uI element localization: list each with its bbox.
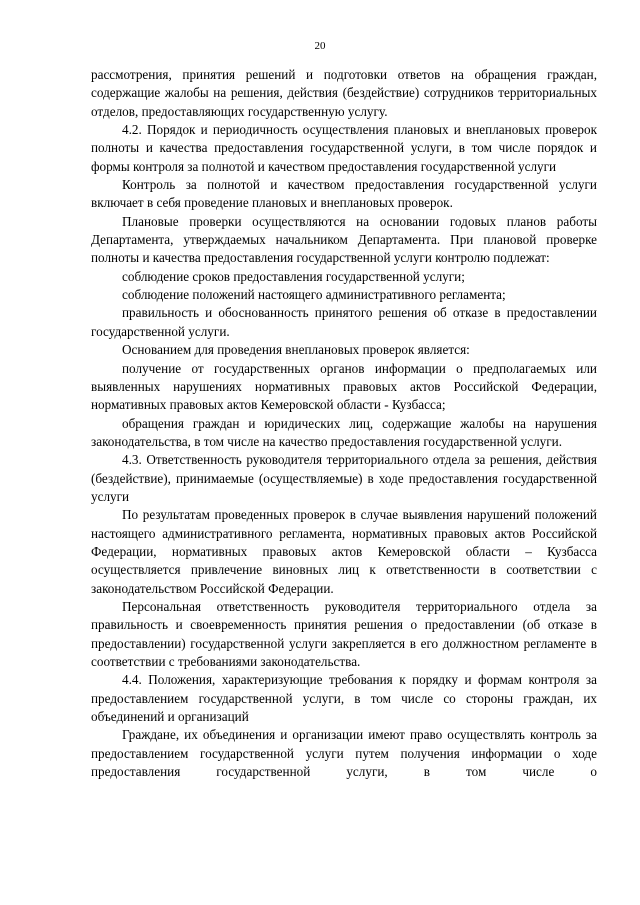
document-body (91, 66, 597, 781)
paragraph: Граждане, их объединения и организации имеют право осуществлять контроль за предоставлением государственной услуги путем получения информации о ходе предоставления государственной услуги, в том числе о (91, 727, 597, 780)
list-item: правильность и обоснованность принятого решения об отказе в предоставлении государственной услуги. (91, 305, 597, 339)
paragraph: Плановые проверки осуществляются на основании годовых планов работы Департамента, утверждаемых начальником Департамента. При плановой проверке полноты и качества предоставления государственной услуги контролю подлежат: (91, 213, 597, 266)
list-item: обращения граждан и юридических лиц, содержащие жалобы на нарушения законодательства, в том числе на качество предоставления государственной услуги. (91, 415, 597, 449)
page-number: 20 (314, 40, 326, 52)
paragraph: Персональная ответственность руководителя территориального отдела за правильность и своевременность принятия решения о предоставлении (об отказе в предоставлении) государственной услуги закрепляется в его должностном регламенте в соответствии с требованиями законодательства. (91, 598, 597, 669)
paragraph: Основанием для проведения внеплановых проверок является: (122, 342, 470, 358)
paragraph-continuation: рассмотрения, принятия решений и подготовки ответов на обращения граждан, содержащие жалобы на решения, действия (бездействие) сотрудников территориальных отделов, предоставляющих государственную услугу. (91, 67, 597, 119)
paragraph: По результатам проведенных проверок в случае выявления нарушений положений настоящего административного регламента, нормативных правовых актов Российской Федерации, нормативных правовых актов Кемеровской области – Кузбасса осуществляется привлечение виновных лиц к ответственности в соответствии с законодательством Российской Федерации. (91, 507, 597, 596)
list-item: соблюдение положений настоящего административного регламента; (122, 287, 506, 303)
list-item: соблюдение сроков предоставления государственной услуги; (122, 268, 465, 284)
section-heading-4-3: 4.3. Ответственность руководителя территориального отдела за решения, действия (бездействие), принимаемые (осуществляемые) в ходе предоставления государственной услуги (91, 452, 597, 504)
section-heading-4-2: 4.2. Порядок и периодичность осуществления плановых и внеплановых проверок полноты и качества предоставления государственной услуги, в том числе порядок и формы контроля за полнотой и качеством предоставления государственной услуги (91, 122, 597, 174)
list-item: получение от государственных органов информации о предполагаемых или выявленных нарушениях нормативных правовых актов Российской Федерации, нормативных правовых актов Кемеровской области - Кузбасса; (91, 360, 597, 413)
paragraph: Контроль за полнотой и качеством предоставления государственной услуги включает в себя проведение плановых и внеплановых проверок. (91, 177, 597, 211)
section-heading-4-4: 4.4. Положения, характеризующие требования к порядку и формам контроля за предоставлением государственной услуги, в том числе со стороны граждан, их объединений и организаций (91, 672, 597, 725)
